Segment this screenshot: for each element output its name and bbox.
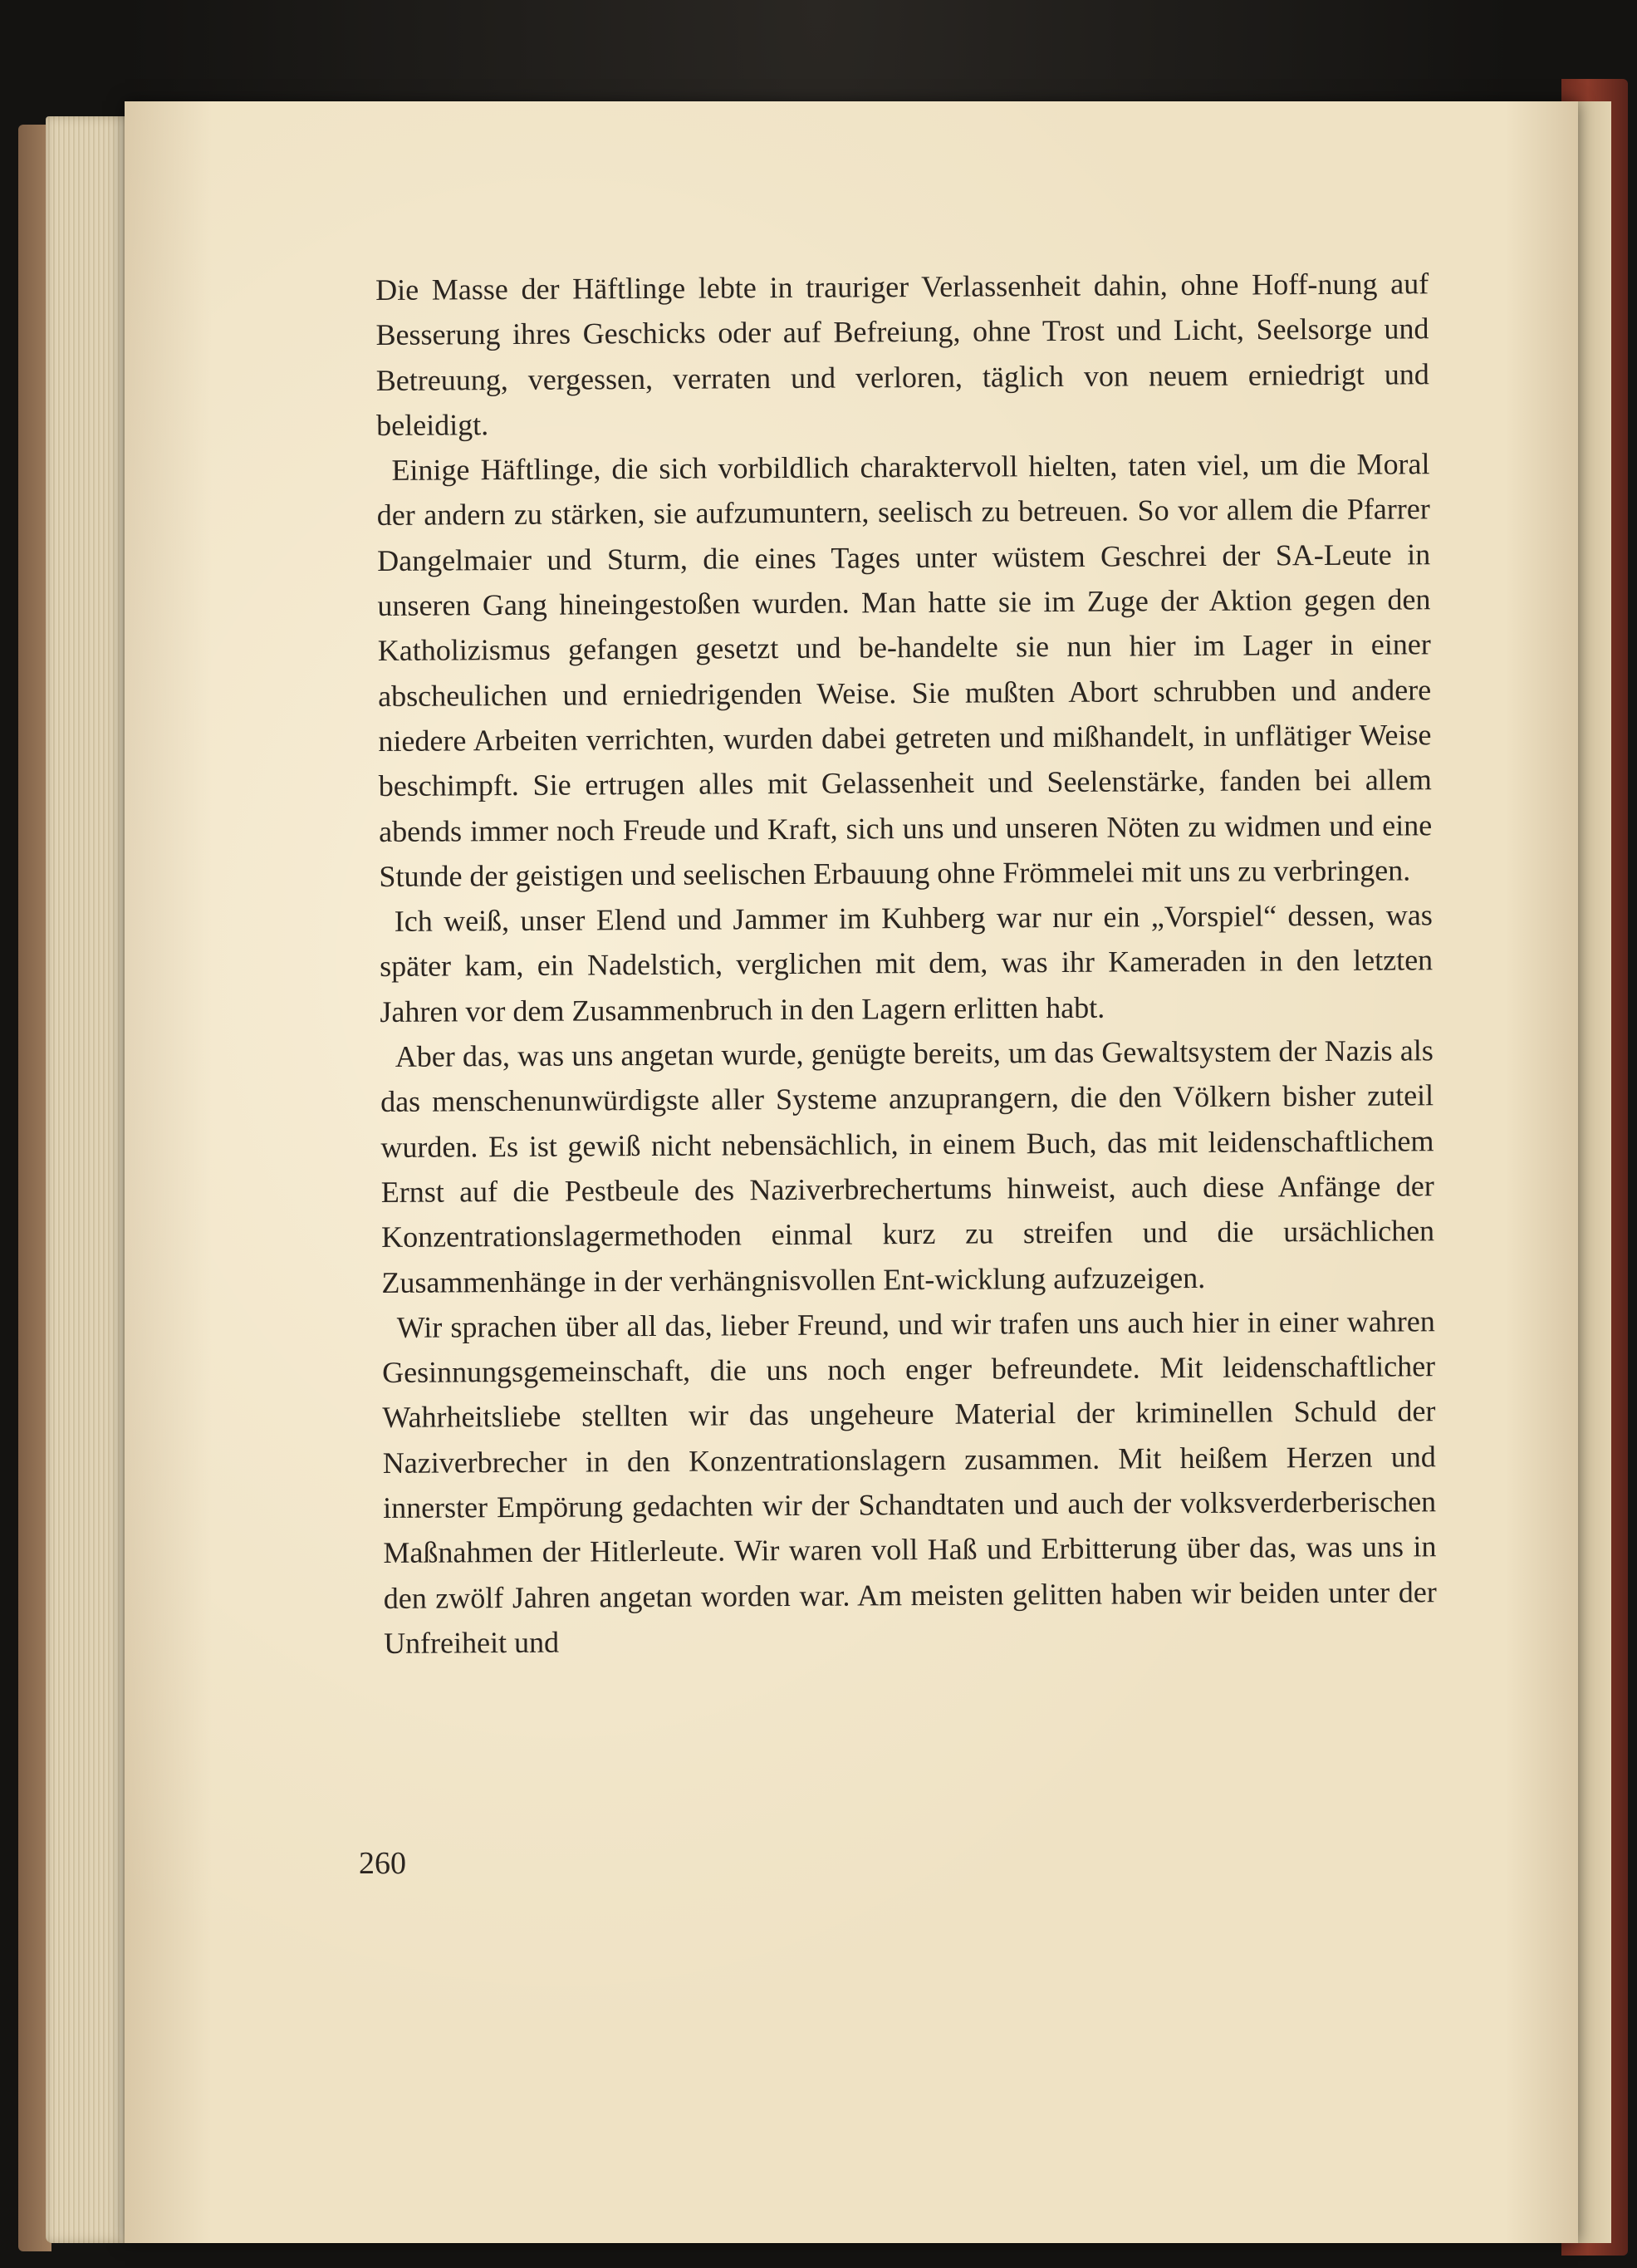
page-number: 260 — [359, 1846, 406, 1881]
paragraph: Einige Häftlinge, die sich vorbildlich charaktervoll hielten, taten viel, um die Moral der andern zu stärken, sie aufzumuntern, seelisch zu betreuen. So vor allem die Pfarrer Dangelmaier und Sturm, die eines Tages unter wüstem Geschrei der SA-Leute in unseren Gang hineingestoßen wurden. Man hatte sie im Zuge der Aktion gegen den Katholizismus gefangen gesetzt und be-handelte sie nun hier im Lager in einer abscheulichen und erniedrigenden Weise. Sie mußten Abort schrubben und andere niedere Arbeiten verrichten, wurden dabei getreten und mißhandelt, in unflätiger Weise beschimpft. Sie ertrugen alles mit Gelassenheit und Seelenstärke, fanden bei allem abends immer noch Freude und Kraft, sich uns und unseren Nöten zu widmen und eine Stunde der geistigen und seelischen Erbauung ohne Frömmelei mit uns zu verbringen. — [376, 447, 1433, 893]
paragraph: Wir sprachen über all das, lieber Freund, und wir trafen uns auch hier in einer wahren Gesinnungsgemeinschaft, die uns noch enger befreundete. Mit leidenschaftlicher Wahrheitsliebe stellten wir das ungeheure Material der kriminellen Schuld der Naziverbrecher in den Konzentrationslagern zusammen. Mit heißem Herzen und innerster Empörung gedachten wir der Schandtaten und auch der volksverderberischen Maßnahmen der Hitlerleute. Wir waren voll Haß und Erbitterung über das, was uns in den zwölf Jahren angetan worden war. Am meisten gelitten haben wir beiden unter der Unfreiheit und — [382, 1304, 1437, 1660]
paragraph: Ich weiß, unser Elend und Jammer im Kuhberg war nur ein „Vorspiel“ dessen, was später kam, ein Nadelstich, verglichen mit dem, was ihr Kameraden in den letzten Jahren vor dem Zusammenbruch in den Lagern erlitten habt. — [380, 898, 1434, 1028]
body-text — [375, 261, 1437, 1666]
paragraph: Aber das, was uns angetan wurde, genügte bereits, um das Gewaltsystem der Nazis als das menschenunwürdigste aller Systeme anzuprangern, die den Völkern bisher zuteil wurden. Es ist gewiß nicht nebensächlich, in einem Buch, das mit leidenschaftlichem Ernst auf die Pestbeule des Naziverbrechertums hinweist, auch diese Anfänge der Konzentrationslagermethoden einmal kurz zu streifen und die ursächlichen Zusammenhänge in der verhängnisvollen Ent-wicklung aufzuzeigen. — [380, 1033, 1435, 1299]
paragraph: Die Masse der Häftlinge lebte in trauriger Verlassenheit dahin, ohne Hoff-nung auf Besserung ihres Geschicks oder auf Befreiung, ohne Trost und Licht, Seelsorge und Betreuung, vergessen, verraten und verloren, täglich von neuem erniedrigt und beleidigt. — [375, 267, 1429, 442]
facing-page-edge — [1578, 101, 1611, 2243]
